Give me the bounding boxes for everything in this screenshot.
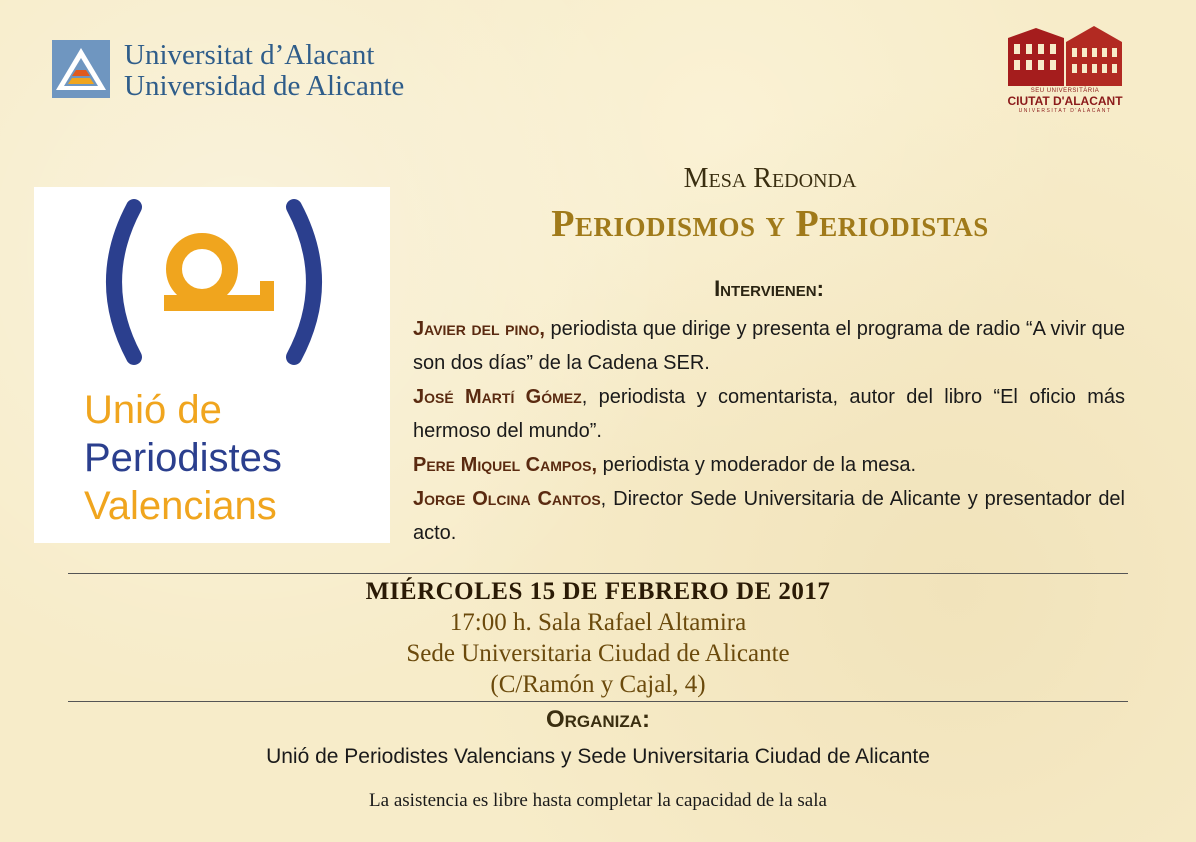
speaker-name: Javier del pino, [413,318,545,340]
speaker-description: periodista que dirige y presenta el programa de radio “A vivir que son dos días” de la Cadena SER. [413,318,1125,374]
speaker-item [413,482,1125,550]
upv-logo [34,187,390,543]
event-venue: Sede Universitaria Ciudad de Alicante [406,640,790,667]
upv-name-line1: Unió de [84,388,222,432]
speaker-name: José Martí Gómez [413,386,582,408]
ua-name-line1: Universitat d’Alacant [124,39,375,71]
ua-emblem-icon [52,40,110,98]
speakers-heading: Intervienen: [714,276,824,301]
seu-logo [1000,24,1130,114]
speaker-description: , periodista y comentarista, autor del libro “El oficio más hermoso del mundo”. [413,386,1125,442]
ua-logo [52,40,412,100]
speaker-description: periodista y moderador de la mesa. [597,454,917,476]
ua-name [124,40,404,102]
event-subtitle: Mesa Redonda [683,163,857,194]
divider-top [68,573,1128,574]
upv-emblem-icon [94,197,334,367]
upv-name-line2: Periodistes [84,436,282,480]
speaker-description: , Director Sede Universitaria de Alicante y presentador del acto. [413,488,1126,544]
seu-label-bottom: UNIVERSITAT D'ALACANT [1018,108,1112,114]
seu-label-top: SEU UNIVERSITÀRIA [1030,88,1100,94]
upv-name-line3: Valencians [84,484,277,528]
speaker-name: Jorge Olcina Cantos [413,488,601,510]
event-address: (C/Ramón y Cajal, 4) [490,671,706,698]
event-time-place: 17:00 h. Sala Rafael Altamira [449,609,747,636]
event-info [68,577,1128,700]
organiza-text: Unió de Periodistes Valencians y Sede Universitaria Ciudad de Alicante [266,745,930,768]
building-icon [1004,24,1126,86]
speaker-item [413,312,1125,380]
seu-label-main: CIUTAT D'ALACANT [1007,94,1123,108]
speaker-item [413,380,1125,448]
speakers-list [413,312,1125,550]
organiza-heading: Organiza: [545,706,651,733]
speaker-item [413,448,1125,482]
speaker-name: Pere Miquel Campos, [413,454,598,476]
divider-bottom [68,701,1128,702]
ua-name-line2: Universidad de Alicante [124,70,405,102]
event-date: MIÉRCOLES 15 DE FEBRERO DE 2017 [365,578,831,605]
event-title: Periodismos y Periodistas [551,203,989,245]
attendance-note: La asistencia es libre hasta completar la capacidad de la sala [369,790,827,811]
